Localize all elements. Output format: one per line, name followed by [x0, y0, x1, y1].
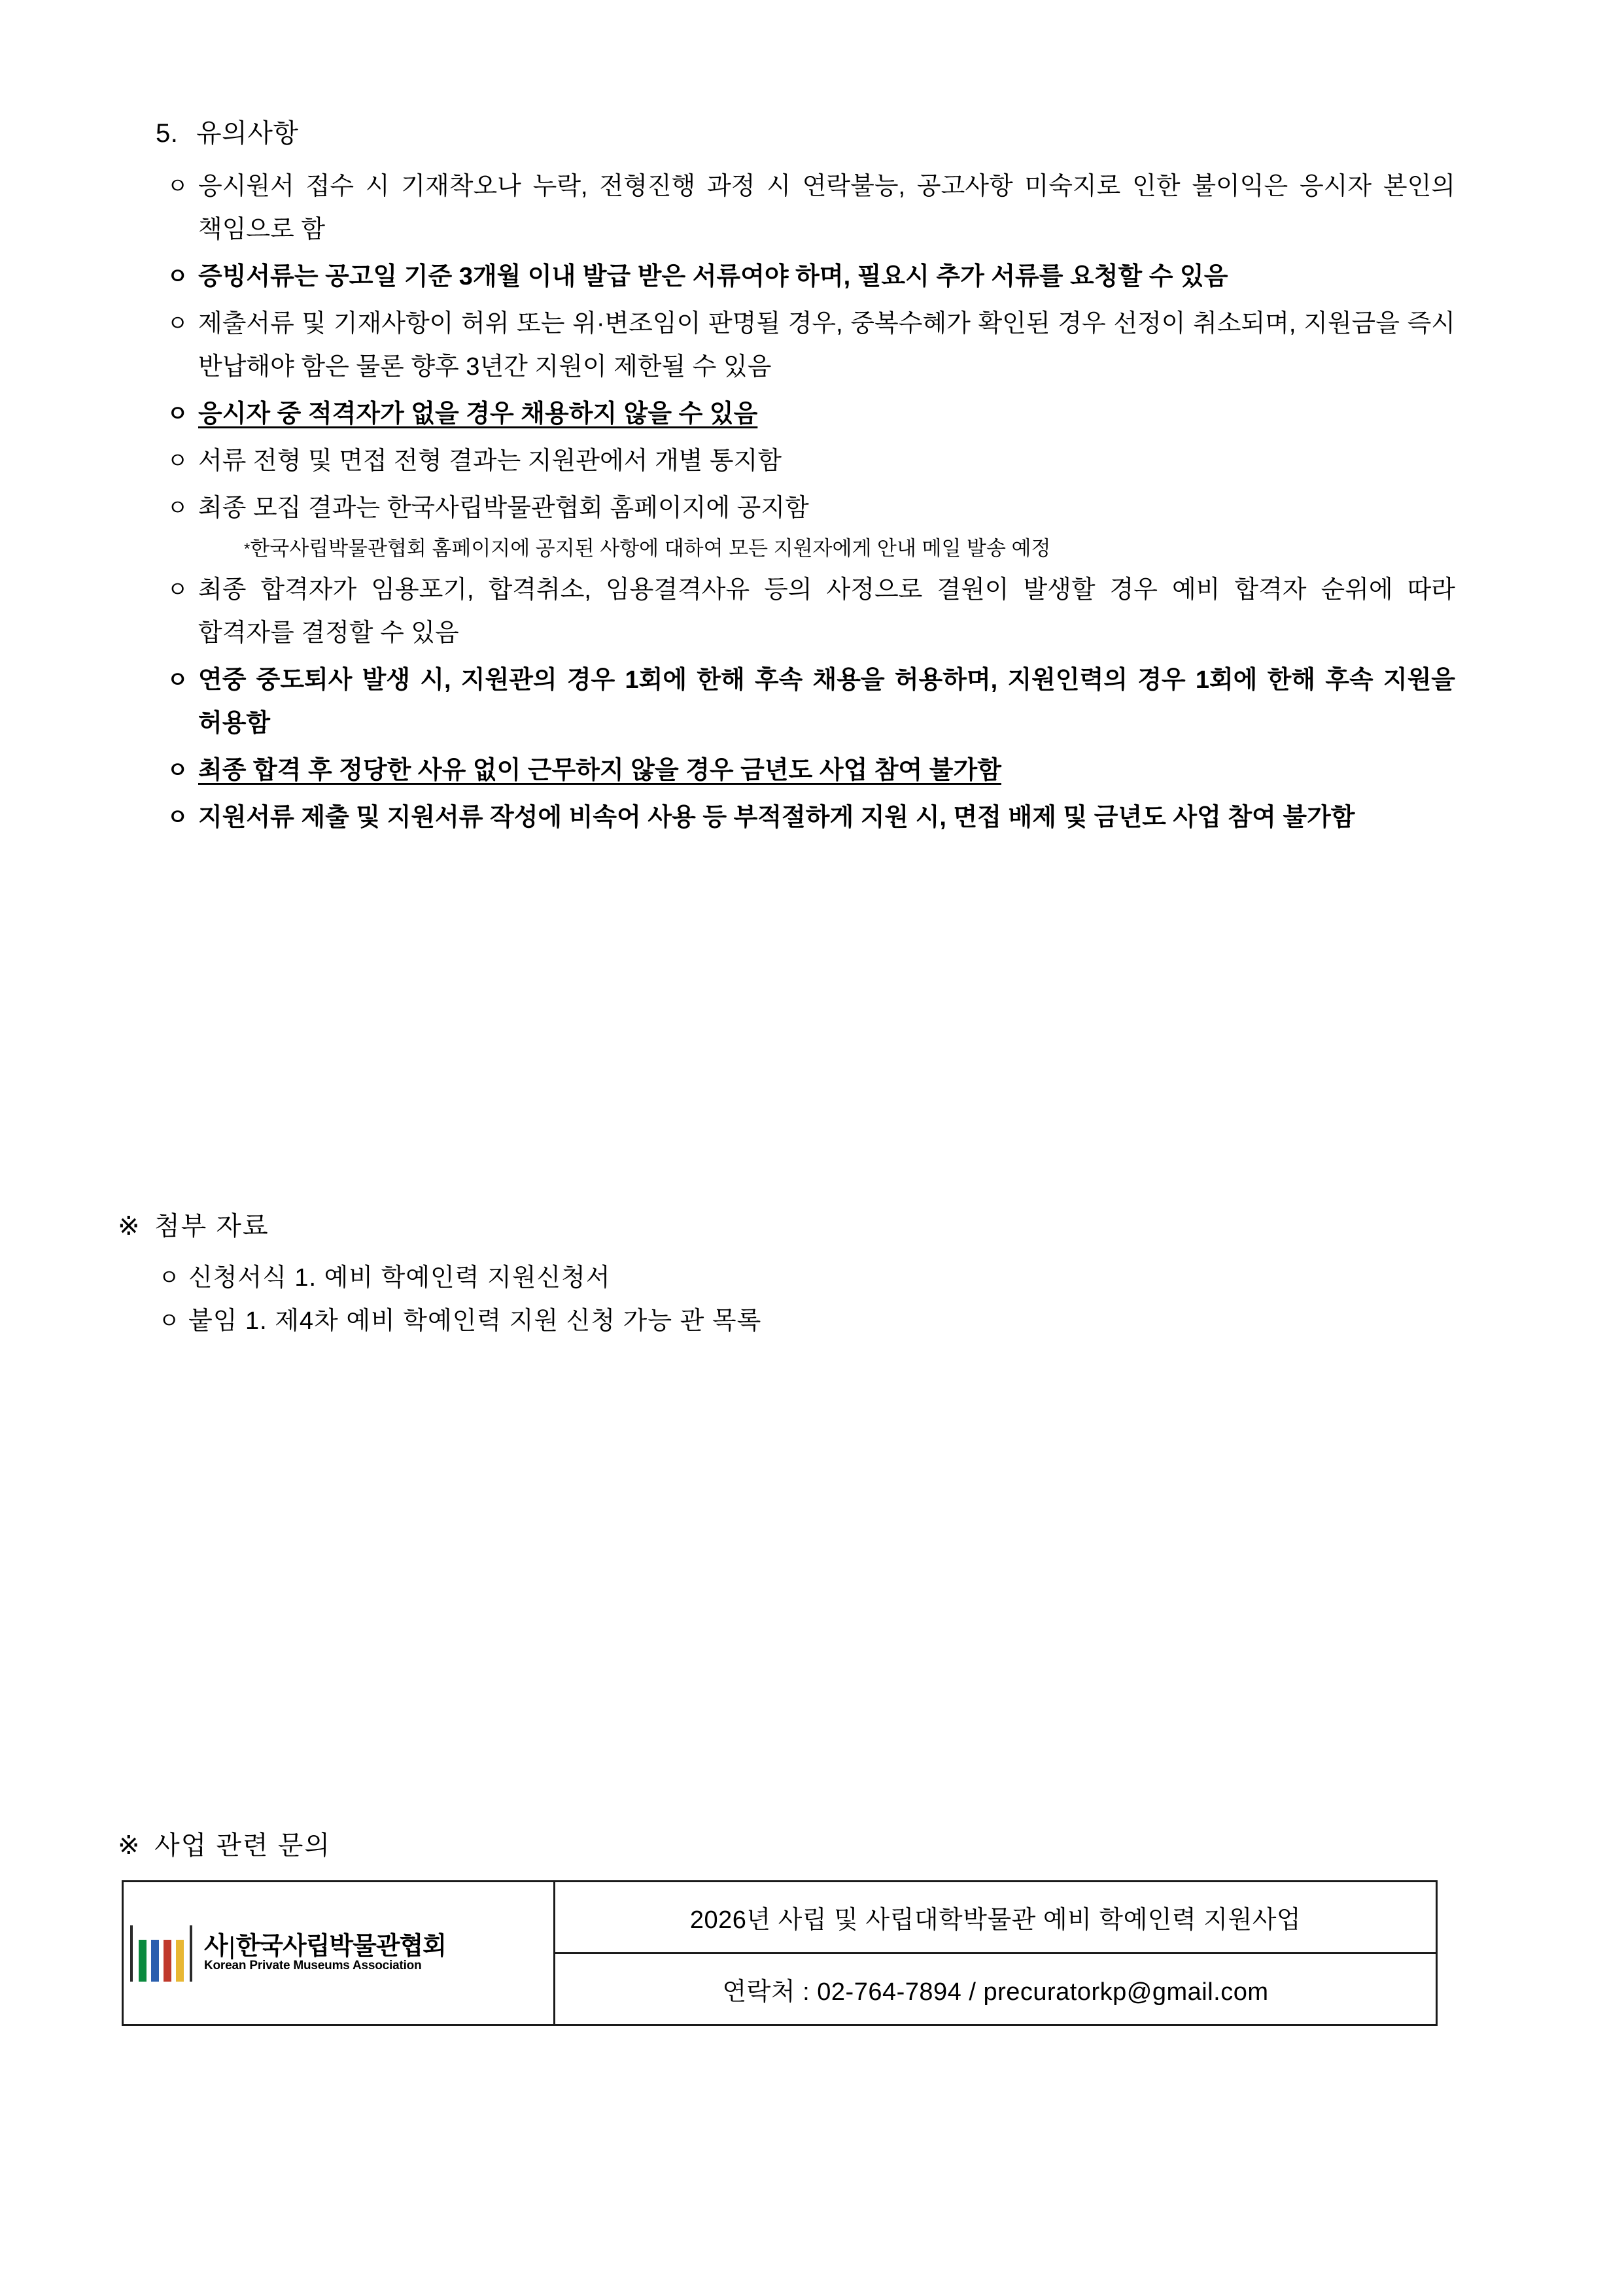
notice-text: 응시자 중 적격자가 없을 경우 채용하지 않을 수 있음 — [198, 400, 758, 428]
bullet-icon: ㅇ — [158, 1265, 180, 1290]
bullet-icon: ㅇ — [167, 264, 188, 289]
bullet-icon: ㅇ — [167, 402, 188, 426]
attachment-item-text: 신청서식 1. 예비 학예인력 지원신청서 — [188, 1264, 611, 1292]
list-item — [167, 392, 1455, 436]
logo-sa-text: 사 — [204, 1932, 228, 1960]
notice-text: 응시원서 접수 시 기재착오나 누락, 전형진행 과정 시 연락불능, 공고사항 미숙지로 인한 불이익은 응시자 본인의 책임으로 함 — [198, 173, 1455, 243]
notice-text: 최종 합격자가 임용포기, 합격취소, 임용결격사유 등의 사정으로 결원이 발생할 경우 예비 합격자 순위에 따라 합격자를 결정할 수 있음 — [198, 576, 1455, 647]
bullet-icon: ㅇ — [167, 449, 188, 473]
list-item — [167, 165, 1455, 251]
program-title-cell: 2026년 사립 및 사립대학박물관 예비 학예인력 지원사업 — [555, 1882, 1436, 1954]
list-item — [167, 568, 1455, 655]
attachment-section — [118, 1207, 1491, 1344]
logo-org-name: 한국사립박물관협회 — [235, 1932, 446, 1960]
logo-name-kr — [204, 1933, 446, 1960]
notice-text: 제출서류 및 기재사항이 허위 또는 위·변조임이 판명될 경우, 중복수혜가 확인된 경우 선정이 취소되며, 지원금을 즉시 반납해야 함은 물론 향후 3년간 지원이 제한될 수 있음 — [198, 310, 1455, 381]
bullet-icon: ㅇ — [167, 668, 188, 693]
list-item — [167, 749, 1455, 792]
notice-text: 최종 모집 결과는 한국사립박물관협회 홈페이지에 공지함 — [198, 494, 809, 522]
section-heading — [156, 112, 299, 150]
association-logo — [124, 1882, 555, 2024]
bullet-icon: ㅇ — [158, 1309, 180, 1334]
section-number: 5. — [156, 119, 179, 148]
logo-divider: | — [228, 1932, 235, 1960]
attachment-item-text: 붙임 1. 제4차 예비 학예인력 지원 신청 가능 관 목록 — [188, 1307, 762, 1335]
list-item — [167, 439, 1455, 483]
list-item — [118, 1258, 1491, 1298]
notice-text: 지원서류 제출 및 지원서류 작성에 비속어 사용 등 부적절하게 지원 시, 면접 배제 및 금년도 사업 참여 불가함 — [198, 804, 1355, 831]
notice-text: 서류 전형 및 면접 전형 결과는 지원관에서 개별 통지함 — [198, 447, 782, 475]
bullet-icon: ㅇ — [167, 758, 188, 783]
list-item — [167, 659, 1455, 745]
bullet-icon: ㅇ — [167, 577, 188, 602]
attachment-heading — [118, 1207, 1491, 1246]
notice-text: 최종 합격 후 정당한 사유 없이 근무하지 않을 경우 금년도 사업 참여 불가함 — [198, 757, 1001, 784]
bullet-icon: ㅇ — [167, 496, 188, 521]
asterisk-icon: * — [244, 540, 251, 558]
list-item — [118, 1301, 1491, 1341]
attachment-heading-text: 첨부 자료 — [154, 1212, 269, 1241]
bullet-icon: ㅇ — [167, 311, 188, 336]
contact-heading — [118, 1825, 331, 1862]
bullet-icon: ㅇ — [167, 805, 188, 830]
notice-text: 연중 중도퇴사 발생 시, 지원관의 경우 1회에 한해 후속 채용을 허용하며, 지원인력의 경우 1회에 한해 후속 지원을 허용함 — [198, 666, 1455, 737]
notice-text: 증빙서류는 공고일 기준 3개월 이내 발급 받은 서류여야 하며, 필요시 추가 서류를 요청할 수 있음 — [198, 263, 1228, 290]
list-item — [167, 302, 1455, 388]
contact-table — [122, 1880, 1438, 2026]
section-title: 유의사항 — [196, 119, 299, 148]
reference-mark-icon: ※ — [118, 1831, 141, 1860]
list-item — [167, 255, 1455, 298]
notice-list — [167, 165, 1455, 843]
notice-subnote-text: 한국사립박물관협회 홈페이지에 공지된 사항에 대하여 모든 지원자에게 안내 메일 발송 예정 — [250, 537, 1051, 560]
list-item — [167, 796, 1455, 839]
reference-mark-icon: ※ — [118, 1212, 141, 1241]
contact-heading-text: 사업 관련 문의 — [154, 1831, 332, 1860]
bullet-icon: ㅇ — [167, 174, 188, 199]
list-item — [167, 487, 1455, 530]
logo-bars-icon — [130, 1925, 192, 1982]
notice-subnote — [167, 531, 1455, 567]
contact-info-cell: 연락처 : 02-764-7894 / precuratorkp@gmail.com — [722, 1978, 1269, 2006]
logo-name-en: Korean Private Museums Association — [204, 1959, 422, 1973]
